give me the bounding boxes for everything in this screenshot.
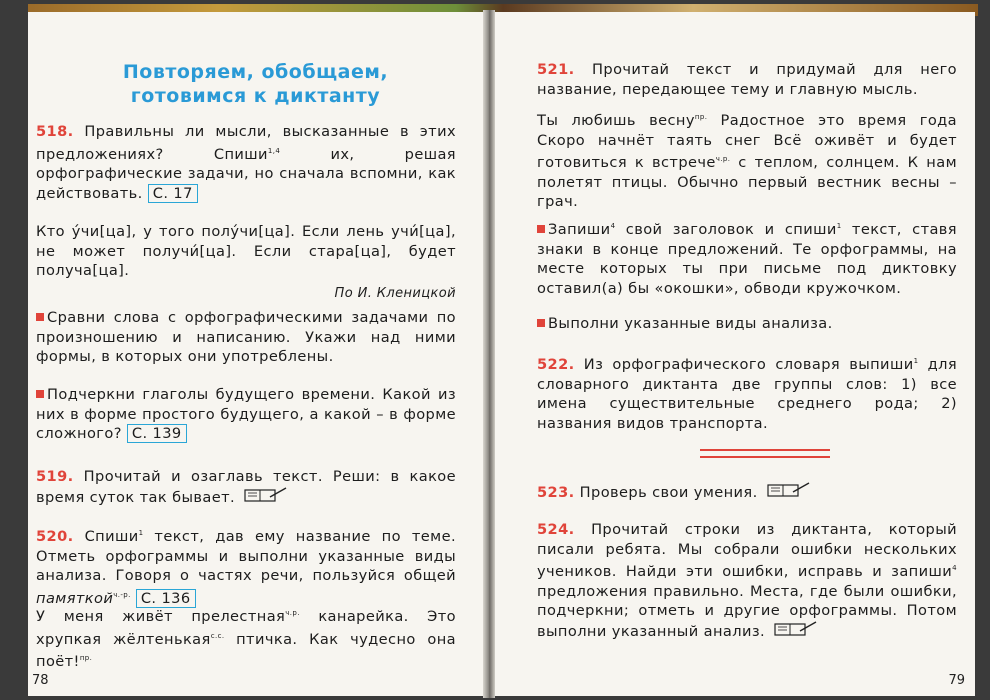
page-reference: С. 17	[148, 184, 198, 203]
author-credit: По И. Кленицкой	[334, 286, 456, 301]
exercise-523: 523. Проверь свои умения.	[537, 482, 957, 504]
exercise-number: 523.	[537, 483, 575, 501]
exercise-519: 519. Прочитай и озаглавь текст. Реши: в какое время суток так бывает.	[36, 467, 456, 508]
exercise-521: 521. Прочитай текст и придумай для него название, передающее тему и главную мысль.	[537, 61, 957, 98]
notebook-icon	[774, 621, 818, 643]
page-number: 79	[948, 673, 965, 688]
page-reference: С. 139	[127, 424, 187, 443]
exercise-number: 522.	[537, 356, 575, 373]
task-write-title: Запиши$^4$ свой заголовок и спиши$^1$ текст, ставя знаки в конце предложений. Те орфограммы, на месте которых ты при письме под диктовку оставил(а) бы «окошки», обводи кружочком.	[537, 221, 957, 297]
exercise-520: 520. Спиши$^1$ текст, дав ему название по теме. Отметь орфограммы и выполни указанные виды анализа. Говоря о частях речи, пользуйся общей памяткой$^{ч.-р.}$ С. 136	[36, 528, 457, 607]
exercise-number: 519.	[36, 468, 74, 485]
exercise-524: 524. Прочитай строки из диктанта, который писали ребята. Мы собрали ошибки нескольких учеников. Найди эти ошибки, исправь и запиши$^4$ предложения правильно. Места, где были ошибки, подчеркни; отметь и другие орфограммы. Потом выполни указанный анализ.	[537, 520, 957, 643]
right-page	[495, 12, 975, 696]
task-analysis: Выполни указанные виды анализа.	[537, 314, 957, 334]
page-number: 78	[32, 673, 49, 688]
exercise-number: 521.	[537, 61, 575, 78]
section-divider	[700, 449, 830, 458]
exercise-number: 518.	[36, 123, 74, 140]
task-marker	[36, 390, 44, 398]
exercise-518-text: Кто у́чи[ца], у того полу́чи[ца]. Если лень учи́[ца], не может получи́[ца]. Если стара[ца], будет получа[ца].	[36, 223, 456, 280]
book-gutter	[483, 10, 495, 698]
task-marker	[537, 225, 545, 233]
exercise-number: 524.	[537, 521, 575, 538]
task-underline: Подчеркни глаголы будущего времени. Какой из них в форме простого будущего, а какой – в форме сложного? С. 139	[36, 386, 456, 443]
exercise-522: 522. Из орфографического словаря выпиши$^1$ для словарного диктанта две группы слов: 1) все имена существительные среднего рода; 2) названия видов транспорта.	[537, 356, 958, 432]
exercise-520-text: У меня живёт прелестная$^{ч.р.}$ канарейка. Это хрупкая жёлтенькая$^{с.с.}$ птичка. Как чудесно она поёт!$^{пр.}$	[36, 608, 456, 671]
exercise-518: 518. Правильны ли мысли, высказанные в этих предложениях? Спиши$^{1,4}$ их, решая орфографические задачи, но сначала вспомни, как действовать. С. 17	[36, 123, 456, 202]
section-heading: Повторяем, обобщаем, готовимся к диктанту	[122, 61, 389, 107]
task-marker	[36, 313, 44, 321]
task-compare: Сравни слова с орфографическими задачами по произношению и написанию. Укажи над ними формы, в которых они употреблены.	[36, 309, 456, 366]
page-reference: С. 136	[136, 589, 196, 608]
exercise-number: 520.	[36, 528, 74, 545]
left-page	[28, 12, 483, 696]
exercise-521-text: Ты любишь весну$^{пр.}$ Радостное это время года Скоро начнёт таять снег Всё оживёт и будет готовиться к встрече$^{ч.р.}$ с теплом, солнцем. К нам полетят птицы. Обычно первый вестник весны – грач.	[537, 112, 957, 211]
notebook-icon	[767, 482, 811, 504]
task-marker	[537, 319, 545, 327]
notebook-icon	[244, 487, 288, 509]
